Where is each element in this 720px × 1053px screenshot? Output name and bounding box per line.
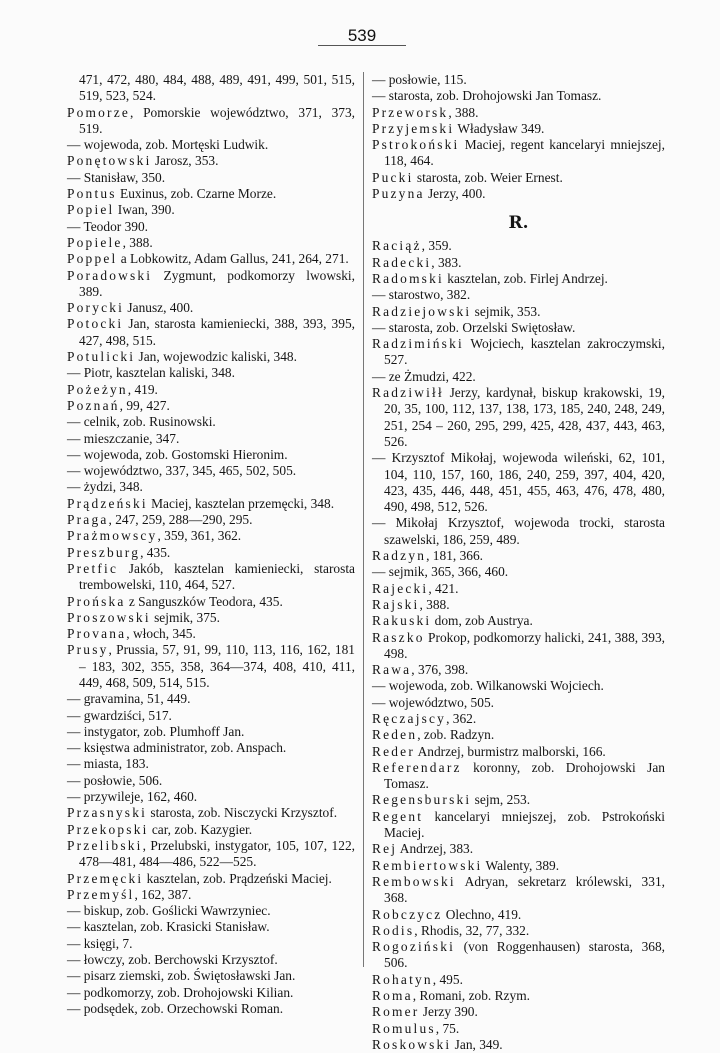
entry-headword: Radomski [372, 270, 444, 286]
index-entry [67, 251, 355, 267]
entry-text: , Rhodis, 32, 77, 332. [414, 922, 530, 938]
entry-text: — posłowie, 506. [67, 772, 163, 788]
entry-text: Zygmunt, podkomorzy lwowski, 389. [79, 267, 355, 299]
entry-headword: Regent [372, 808, 424, 824]
entry-text: Maciej, kasztelan przemęcki, 348. [147, 495, 335, 511]
index-entry [67, 479, 355, 495]
entry-text: Adryan, sekretarz królewski, 331, 368. [384, 873, 665, 906]
entry-headword: Regensburski [372, 792, 472, 808]
entry-headword: Rej [372, 841, 398, 857]
entry-text: , 99, 427. [119, 397, 170, 413]
index-entry [372, 170, 665, 186]
entry-text: , 435. [140, 544, 171, 560]
entry-text: — podkomorzy, zob. Drohojowski Kilian. [67, 984, 294, 1000]
entry-headword: Referendarz [372, 759, 462, 775]
entry-text: koronny, zob. Drohojowski Jan Tomasz. [384, 759, 665, 792]
entry-headword: Potulicki [67, 349, 136, 365]
entry-headword: Poznań [67, 397, 120, 413]
entry-text: — mieszczanie, 347. [67, 430, 180, 446]
index-entry [372, 271, 665, 287]
entry-headword: Przeworsk [372, 104, 449, 120]
entry-text: 471, 472, 480, 484, 488, 489, 491, 499, 501, 515, 519, 523, 524. [79, 72, 355, 104]
entry-text: , 388. [419, 596, 450, 612]
index-entry [372, 105, 665, 121]
entry-headword: Radzyn [372, 548, 427, 564]
index-entry [67, 316, 355, 349]
index-entry [67, 642, 355, 691]
index-entry [67, 805, 355, 821]
index-entry [67, 382, 355, 398]
entry-text: Jerzy, kardynał, biskup krakowski, 19, 20, 35, 100, 112, 137, 138, 173, 185, 240, 248, 249, 251, 254 – 260, 295, 299, 425, 428, 437, 443, 463, 526. [384, 385, 665, 449]
index-entry [372, 88, 665, 104]
entry-text: , 419. [127, 381, 158, 397]
index-entry [67, 561, 355, 594]
entry-text: — biskup, zob. Goślicki Wawrzyniec. [67, 903, 271, 919]
entry-text: Maciej, regent kancelaryi mniejszej, 118, 464. [384, 137, 665, 169]
index-entry [67, 398, 355, 414]
entry-headword: Prądzeński [67, 495, 148, 511]
entry-headword: Ponętowski [67, 153, 152, 169]
index-entry [372, 760, 665, 793]
index-entry [372, 320, 665, 336]
index-entry [372, 238, 665, 254]
entry-headword: Rajski [372, 596, 420, 612]
index-entry [372, 874, 665, 907]
index-entry [372, 792, 665, 808]
index-entry [372, 336, 665, 369]
entry-text: — starosta, zob. Orzelski Swiętosław. [372, 319, 576, 335]
entry-headword: Przekopski [67, 821, 149, 837]
index-entry [372, 678, 665, 694]
entry-text: — miasta, 183. [67, 756, 149, 772]
index-entry [67, 202, 355, 218]
entry-headword: Rakuski [372, 613, 432, 629]
index-entry [67, 349, 355, 365]
index-entry [372, 809, 665, 842]
entry-headword: Romulus [372, 1020, 436, 1036]
entry-text: Prokop, podkomorzy halicki, 241, 388, 393, 498. [384, 629, 665, 661]
index-entry [372, 450, 665, 515]
section-letter-heading: R. [508, 213, 529, 234]
index-entry [67, 968, 355, 984]
index-entry [67, 952, 355, 968]
entry-text: Euxinus, zob. Czarne Morze. [116, 186, 277, 202]
index-entry [67, 919, 355, 935]
entry-text: — ze Żmudzi, 422. [372, 368, 476, 384]
index-entry [67, 594, 355, 610]
index-entry [67, 268, 355, 301]
entry-headword: Przelibski [67, 837, 143, 853]
entry-text: — żydzi, 348. [67, 479, 143, 495]
entry-text: sejmik, 353. [471, 303, 541, 319]
index-entry [372, 304, 665, 320]
entry-text: Walenty, 389. [482, 857, 560, 873]
entry-text: car, zob. Kazygier. [148, 821, 253, 837]
entry-headword: Roma [372, 988, 413, 1004]
index-entry [372, 711, 665, 727]
entry-text: , włoch, 345. [126, 626, 196, 642]
entry-text: starosta, zob. Weier Ernest. [413, 169, 563, 185]
index-entry [372, 186, 665, 202]
index-entry [372, 988, 665, 1004]
index-entry [67, 186, 355, 202]
entry-headword: Puzyna [372, 186, 425, 202]
entry-text: Andrzej, 383. [397, 841, 474, 857]
index-entry [372, 613, 665, 629]
entry-headword: Romer [372, 1004, 420, 1020]
index-entry [372, 1037, 665, 1053]
index-entry [67, 300, 355, 316]
index-entry [67, 72, 355, 105]
entry-text: — Krzysztof Mikołaj, wojewoda wileński, 62, 101, 104, 110, 157, 160, 186, 240, 259, 397, 404, 420, 423, 435, 446, 448, 451, 455, 463, 476, 478, 480, 490, 498, 512, 526. [372, 450, 665, 515]
entry-text: — instygator, zob. Plumhoff Jan. [67, 723, 245, 739]
entry-text: — pisarz ziemski, zob. Świętosławski Jan. [67, 968, 296, 984]
index-entry [372, 72, 665, 88]
entry-text: dom, zob Austrya. [431, 613, 533, 629]
entry-text: — wojewoda, zob. Mortęski Ludwik. [67, 137, 269, 153]
entry-text: Jakób, kasztelan kamieniecki, starosta trembowelski, 110, 464, 527. [79, 560, 355, 593]
index-entry [67, 496, 355, 512]
index-entry [67, 871, 355, 887]
entry-headword: Radziejowski [372, 303, 472, 319]
entry-headword: Rogoziński [372, 939, 456, 955]
index-column-left [67, 72, 355, 1017]
entry-text: , 75. [435, 1020, 460, 1036]
entry-text: Andrzej, burmistrz malborski, 166. [414, 743, 606, 759]
entry-headword: Ręczajscy [372, 710, 447, 726]
index-entry [67, 153, 355, 169]
index-entry [372, 137, 665, 170]
index-entry [372, 121, 665, 137]
entry-text: , 495. [432, 971, 463, 987]
index-entry [67, 463, 355, 479]
entry-headword: Porycki [67, 300, 125, 316]
entry-headword: Pstrokoński [372, 137, 460, 153]
index-entry [67, 822, 355, 838]
entry-text: — podsędek, zob. Orzechowski Roman. [67, 1000, 284, 1016]
entry-headword: Radecki [372, 254, 432, 270]
index-entry [67, 447, 355, 463]
entry-text: — Mikołaj Krzysztof, wojewoda trocki, starosta szawelski, 186, 259, 489. [372, 515, 665, 547]
entry-text: , 388. [448, 104, 479, 120]
index-entry [67, 789, 355, 805]
index-entry [372, 597, 665, 613]
index-entry [372, 744, 665, 760]
index-entry [67, 773, 355, 789]
index-entry [372, 369, 665, 385]
index-entry [372, 548, 665, 564]
entry-text: , 247, 259, 288—290, 295. [108, 512, 253, 528]
index-entry [372, 630, 665, 663]
entry-text: Iwan, 390. [114, 202, 175, 218]
entry-text: Władysław 349. [454, 120, 545, 136]
index-entry [67, 105, 355, 138]
entry-text: — posłowie, 115. [372, 72, 467, 87]
entry-headword: Pożeżyn [67, 381, 128, 397]
index-entry [67, 170, 355, 186]
entry-headword: Pucki [372, 169, 414, 185]
entry-headword: Raciąż [372, 238, 422, 254]
entry-text: — księstwa administrator, zob. Anspach. [67, 740, 287, 756]
index-entry [372, 515, 665, 548]
index-entry [67, 235, 355, 251]
entry-headword: Reder [372, 743, 415, 759]
index-entry [67, 724, 355, 740]
entry-headword: Potocki [67, 316, 124, 332]
entry-text: , 162, 387. [134, 886, 192, 902]
index-entry [372, 385, 665, 450]
entry-text: — wojewoda, zob. Wilkanowski Wojciech. [372, 678, 604, 694]
entry-text: z Sanguszków Teodora, 435. [125, 593, 283, 609]
entry-headword: Pretfic [67, 560, 119, 576]
entry-text: , Prussia, 57, 91, 99, 110, 113, 116, 162, 181 – 183, 302, 355, 358, 364—374, 408, 410, 411, 449, 468, 509, 514, 515. [79, 642, 355, 690]
entry-text: Jerzy, 400. [424, 186, 486, 202]
index-entry [67, 708, 355, 724]
index-entry [67, 936, 355, 952]
index-entry [67, 528, 355, 544]
entry-headword: Prusy [67, 642, 109, 658]
entry-text: — starosta, zob. Drohojowski Jan Tomasz. [372, 88, 602, 104]
page-number: 539 [347, 26, 377, 45]
entry-text: — województwo, 337, 345, 465, 502, 505. [67, 463, 297, 479]
index-entry [372, 1021, 665, 1037]
entry-text: , 376, 398. [411, 662, 469, 678]
index-entry [372, 581, 665, 597]
entry-text: — przywileje, 162, 460. [67, 789, 198, 805]
index-entry [67, 740, 355, 756]
entry-text: — gwardziści, 517. [67, 707, 172, 723]
entry-text: Jarosz, 353. [151, 153, 219, 169]
index-entry [372, 972, 665, 988]
right-column-bottom [372, 238, 665, 1053]
entry-text: — sejmik, 365, 366, 460. [372, 564, 509, 580]
entry-headword: Rembowski [372, 873, 456, 889]
entry-headword: Poppel [67, 251, 118, 267]
entry-text: , Pomorskie województwo, 371, 373, 519. [79, 104, 355, 136]
index-entry [67, 691, 355, 707]
entry-text: , 181, 366. [426, 548, 484, 564]
entry-text: — kasztelan, zob. Krasicki Stanisław. [67, 919, 270, 935]
index-entry [67, 903, 355, 919]
entry-headword: Przasnyski [67, 805, 148, 821]
entry-text: starosta, zob. Nisczycki Krzysztof. [147, 805, 338, 821]
entry-text: , 359, 361, 362. [157, 528, 242, 544]
entry-text: , zob. Radzyn. [417, 727, 495, 743]
entry-headword: Radzimiński [372, 336, 464, 352]
entry-headword: Reden [372, 727, 418, 743]
index-entry [67, 626, 355, 642]
index-entry [67, 365, 355, 381]
entry-text: — województwo, 505. [372, 694, 494, 710]
entry-headword: Roskowski [372, 1036, 452, 1052]
index-entry [372, 858, 665, 874]
page-number-rule [318, 45, 406, 46]
entry-headword: Prażmowscy [67, 528, 158, 544]
entry-headword: Robczycz [372, 906, 443, 922]
index-column-right [372, 72, 665, 1053]
entry-headword: Praga [67, 512, 109, 528]
index-entry [372, 287, 665, 303]
index-entry [67, 431, 355, 447]
entry-text: sejm, 253. [471, 792, 531, 808]
entry-text: Janusz, 400. [124, 300, 194, 316]
index-entry [372, 564, 665, 580]
index-entry [372, 1004, 665, 1020]
entry-headword: Proszowski [67, 609, 151, 625]
entry-text: — wojewoda, zob. Gostomski Hieronim. [67, 446, 288, 462]
entry-text: kasztelan, zob. Prądzeński Maciej. [143, 870, 332, 886]
index-entry [372, 695, 665, 711]
entry-text: a Lobkowitz, Adam Gallus, 241, 264, 271. [117, 251, 349, 267]
entry-text: — Piotr, kasztelan kaliski, 348. [67, 365, 235, 381]
entry-text: — księgi, 7. [67, 935, 133, 951]
entry-text: , 383. [431, 254, 462, 270]
entry-text: — Stanisław, 350. [67, 169, 166, 185]
entry-text: sejmik, 375. [150, 609, 220, 625]
index-entry [67, 887, 355, 903]
entry-text: — gravamina, 51, 449. [67, 691, 191, 707]
entry-text: — łowczy, zob. Berchowski Krzysztof. [67, 952, 278, 968]
entry-text: Olechno, 419. [442, 906, 522, 922]
index-entry [67, 756, 355, 772]
entry-headword: Poradowski [67, 267, 153, 283]
entry-text: , 362. [446, 710, 477, 726]
index-entry [67, 512, 355, 528]
entry-headword: Popiel [67, 202, 115, 218]
index-entry [372, 727, 665, 743]
entry-headword: Pontus [67, 186, 117, 202]
entry-text: , 388. [122, 234, 153, 250]
index-entry [372, 923, 665, 939]
index-entry [67, 610, 355, 626]
entry-headword: Prońska [67, 593, 126, 609]
index-entry [67, 838, 355, 871]
index-entry [67, 985, 355, 1001]
entry-text: kasztelan, zob. Firlej Andrzej. [443, 270, 608, 286]
right-column-top [372, 72, 665, 202]
entry-headword: Preszburg [67, 544, 141, 560]
entry-headword: Rembiertowski [372, 857, 483, 873]
entry-text: , Romani, zob. Rzym. [412, 988, 530, 1004]
index-entry [372, 255, 665, 271]
entry-text: , Przelubski, instygator, 105, 107, 122, 478—481, 484—486, 522—525. [79, 837, 355, 870]
entry-headword: Rajecki [372, 580, 429, 596]
entry-text: kancelaryi mniejszej, zob. Pstrokoński Maciej. [384, 808, 665, 841]
entry-headword: Provana [67, 626, 127, 642]
column-divider [363, 72, 364, 967]
index-entry [67, 1001, 355, 1017]
index-entry [67, 545, 355, 561]
index-entry [372, 939, 665, 972]
index-entry [372, 907, 665, 923]
index-entry [372, 841, 665, 857]
entry-text: — celnik, zob. Rusinowski. [67, 414, 216, 430]
entry-text: Wojciech, kasztelan zakroczymski, 527. [384, 336, 665, 368]
entry-text: , 421. [428, 580, 459, 596]
entry-headword: Raszko [372, 629, 425, 645]
entry-headword: Popiele [67, 234, 123, 250]
entry-headword: Radziwiłł [372, 385, 444, 401]
entry-text: , 359. [421, 238, 452, 254]
entry-text: Jan, starosta kamieniecki, 388, 393, 395, 427, 498, 515. [79, 316, 355, 348]
entry-headword: Rodis [372, 922, 415, 938]
entry-headword: Rohatyn [372, 971, 433, 987]
entry-headword: Przemęcki [67, 870, 144, 886]
entry-headword: Przemyśl [67, 886, 135, 902]
entry-text: — starostwo, 382. [372, 287, 471, 303]
entry-headword: Pomorze [67, 104, 130, 120]
entry-text: Jan, wojewodzic kaliski, 348. [135, 349, 297, 365]
entry-headword: Rawa [372, 662, 412, 678]
index-entry [67, 219, 355, 235]
entry-text: Jan, 349. [451, 1036, 503, 1052]
index-entry [372, 662, 665, 678]
index-entry [67, 137, 355, 153]
entry-headword: Przyjemski [372, 120, 455, 136]
entry-text: Jerzy 390. [419, 1004, 478, 1020]
entry-text: (von Roggenhausen) starosta, 368, 506. [384, 939, 665, 971]
entry-text: — Teodor 390. [67, 218, 149, 234]
index-entry [67, 414, 355, 430]
